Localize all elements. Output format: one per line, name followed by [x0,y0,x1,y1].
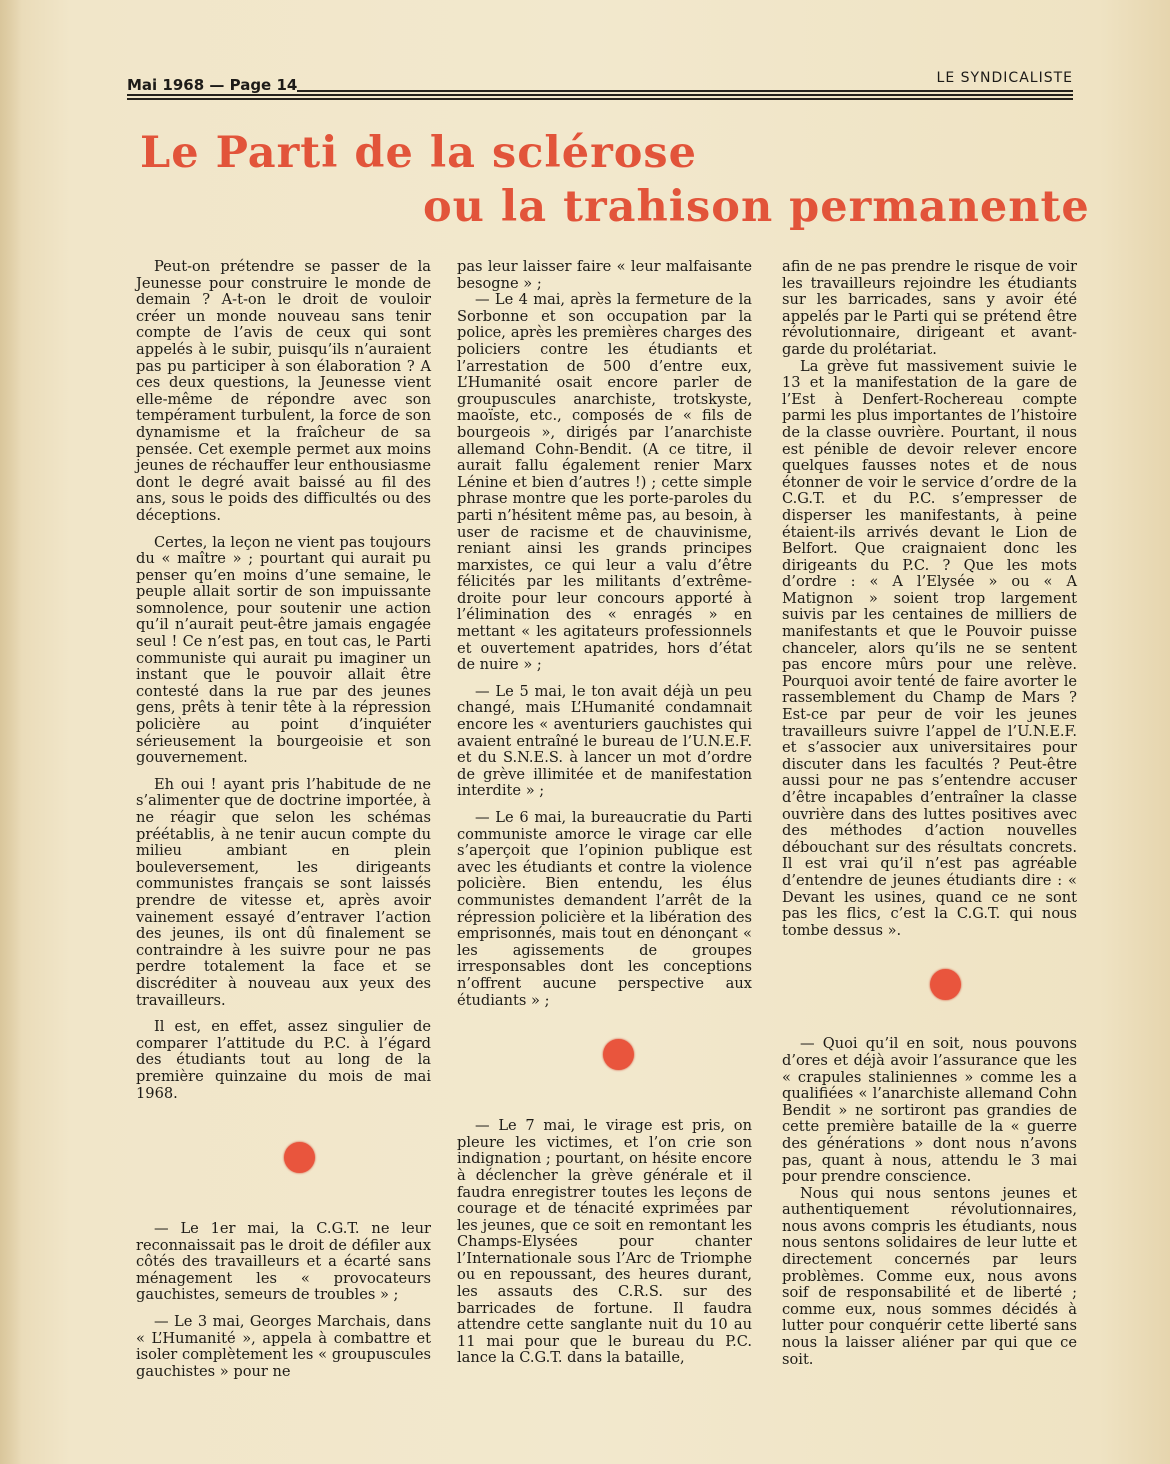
paragraph: — Quoi qu’il en soit, nous pouvons d’ores et déjà avoir l’assurance que les « crapules staliniennes » comme les a qualifiées « l’anarchiste allemand Cohn Bendit » ne sortiront pas grandies de cette première bataille de la « guerre des générations » dont nous n’avons pas, quant à nous, attendu le 3 mai pour prendre conscience. [782,1035,1077,1186]
paragraph: — Le 7 mai, le virage est pris, on pleure les victimes, et l’on crie son indignation ; pourtant, on hésite encore à déclencher la grève générale et il faudra enregistrer toutes les leçons de courage et de ténacité exprimées par les jeunes, que ce soit en remontant les Champs-Elysées pour chanter l’Internationale sous l’Arc de Triomphe ou en repoussant, des heures durant, les assauts des C.R.S. sur des barricades de fortune. Il faudra attendre cette sanglante nuit du 10 au 11 mai pour que le bureau du P.C. lance la C.G.T. dans la bataille, [457,1117,752,1367]
ornament-dot-icon [603,1039,634,1070]
ornament-dot-icon [930,969,961,1000]
header-rule [127,94,1073,96]
article-column-3 [782,259,1077,1368]
headline-line-1: Le Parti de la sclérose [140,128,697,178]
paragraph: — Le 1er mai, la C.G.T. ne leur reconnaissait pas le droit de défiler aux côtés des travailleurs et a écarté sans ménagement les « provocateurs gauchistes, semeurs de troubles » ; [136,1220,431,1304]
paragraph: — Le 3 mai, Georges Marchais, dans « L’Humanité », appela à combattre et isoler complètement les « groupuscules gauchistes » pour ne [136,1313,431,1380]
ornament-dot-icon [284,1142,315,1173]
paragraph: — Le 5 mai, le ton avait déjà un peu changé, mais L’Humanité condamnait encore les « aventuriers gauchistes qui avaient entraîné le bureau de l’U.N.E.F. et du S.N.E.S. à lancer un mot d’ordre de grève illimitée et de manifestation interdite » ; [457,682,752,800]
paragraph: La grève fut massivement suivie le 13 et la manifestation de la gare de l’Est à Denfert-Rochereau compte parmi les plus importantes de l’histoire de la classe ouvrière. Pourtant, il nous est pénible de devoir relever encore quelques fausses notes et de nous étonner de voir le service d’ordre de la C.G.T. et du P.C. s’empresser de disperser les manifestants, à peine étaient-ils arrivés devant le Lion de Belfort. Que craignaient donc les dirigeants du P.C. ? Que les mots d’ordre : « A l’Elysée » ou « A Matignon » soient trop largement suivis par les centaines de milliers de manifestants et que le Pouvoir puisse chanceler, alors qu’ils ne se sentent pas encore mûrs pour une relève. Pourquoi avoir tenté de faire avorter le rassemblement du Champ de Mars ? Est-ce par peur de voir les jeunes travailleurs suivre l’appel de l’U.N.E.F. et s’associer aux universitaires pour discuter dans les facultés ? Peut-être aussi pour ne pas s’entendre accuser d’être incapables d’entraîner la classe ouvrière dans des luttes positives avec des méthodes d’action nouvelles débouchant sur des résultats concrets. Il est vrai qu’il n’est pas agréable d’entendre de jeunes étudiants dire : « Devant les usines, quand ce ne sont pas les flics, c’est la C.G.T. qui nous tombe dessus ». [782,357,1077,939]
header-rule [297,90,1073,92]
page-header [127,70,1073,104]
paragraph: Nous qui nous sentons jeunes et authentiquement révolutionnaires, nous avons compris les étudiants, nous nous sentons solidaires de leur lutte et directement concernés par leurs problèmes. Comme eux, nous avons soif de responsabilité et de liberté ; comme eux, nous sommes décidés à lutter pour conquérir cette liberté sans nous la laisser aliéner par qui que ce soit. [782,1184,1077,1368]
header-rule [127,98,1073,100]
paragraph: afin de ne pas prendre le risque de voir les travailleurs rejoindre les étudiants sur les barricades, sans y avoir été appelés par le Parti qui se prétend être révolutionnaire, dirigeant et avant-garde du prolétariat. [782,258,1077,358]
paragraph: — Le 4 mai, après la fermeture de la Sorbonne et son occupation par la police, après les premières charges des policiers contre les étudiants et l’arrestation de 500 d’entre eux, L’Humanité osait encore parler de groupuscules anarchiste, trotskyste, maoïste, etc., composés de « fils de bourgeois », dirigés par l’anarchiste allemand Cohn-Bendit. (A ce titre, il aurait fallu également renier Marx Lénine et bien d’autres !) ; cette simple phrase montre que les porte-paroles du parti n’hésitent même pas, au besoin, à user de racisme et de chauvinisme, reniant ainsi les grands principes marxistes, ce qui leur a valu d’être félicités par les militants d’extrême-droite pour leur concours apporté à l’élimination des « enragés » en mettant « les agitateurs professionnels et ouvertement apatrides, hors d’état de nuire » ; [457,291,752,674]
headline-line-2: ou la trahison permanente [423,182,1090,232]
paragraph: Certes, la leçon ne vient pas toujours du « maître » ; pourtant qui aurait pu penser qu’en moins d’une semaine, le peuple allait sortir de son impuissante somnolence, pour soutenir une action qu’il n’aurait peut-être jamais engagée seul ! Ce n’est pas, en tout cas, le Parti communiste qui aurait pu imaginer un instant que le pouvoir allait être contesté dans la rue par des jeunes gens, prêts à tenir tête à la répression policière au point d’inquiéter sérieusement la bourgeoisie et son gouvernement. [136,533,431,767]
paragraph: pas leur laisser faire « leur malfaisante besogne » ; [457,258,752,292]
paragraph: Eh oui ! ayant pris l’habitude de ne s’alimenter que de doctrine importée, à ne réagir que selon les schémas préétablis, à ne tenir aucun compte du milieu ambiant en plein bouleversement, les dirigeants communistes français se sont laissés prendre de vitesse et, après avoir vainement essayé d’entraver l’action des jeunes, ils ont dû finalement se contraindre à les suivre pour ne pas perdre totalement la face et se discréditer à nouveau aux yeux des travailleurs. [136,775,431,1009]
article-column-2 [457,259,752,1367]
issue-date-page: Mai 1968 — Page 14 [127,76,298,94]
article-column-1 [136,259,431,1380]
paper-fold-shadow [0,0,22,1464]
paragraph: Il est, en effet, assez singulier de comparer l’attitude du P.C. à l’égard des étudiants tout au long de la première quinzaine du mois de mai 1968. [136,1018,431,1102]
paragraph: — Le 6 mai, la bureaucratie du Parti communiste amorce le virage car elle s’aperçoit que l’opinion publique est avec les étudiants et contre la violence policière. Bien entendu, les élus communistes demandent l’arrêt de la répression policière et la libération des emprisonnés, mais tout en dénonçant « les agissements de groupes irresponsables dont les conceptions n’offrent aucune perspective aux étudiants » ; [457,809,752,1009]
publication-name: LE SYNDICALISTE [936,70,1073,86]
paragraph: Peut-on prétendre se passer de la Jeunesse pour construire le monde de demain ? A-t-on le droit de vouloir créer un monde nouveau sans tenir compte de l’avis de ceux qui sont appelés à le subir, puisqu’ils n’auraient pas pu participer à son élaboration ? A ces deux questions, la Jeunesse vient elle-même de répondre avec son tempérament turbulent, la force de son dynamisme et la fraîcheur de sa pensée. Cet exemple permet aux moins jeunes de réchauffer leur enthousiasme dont le degré avait baissé au fil des ans, sous le poids des difficultés ou des déceptions. [136,258,431,524]
